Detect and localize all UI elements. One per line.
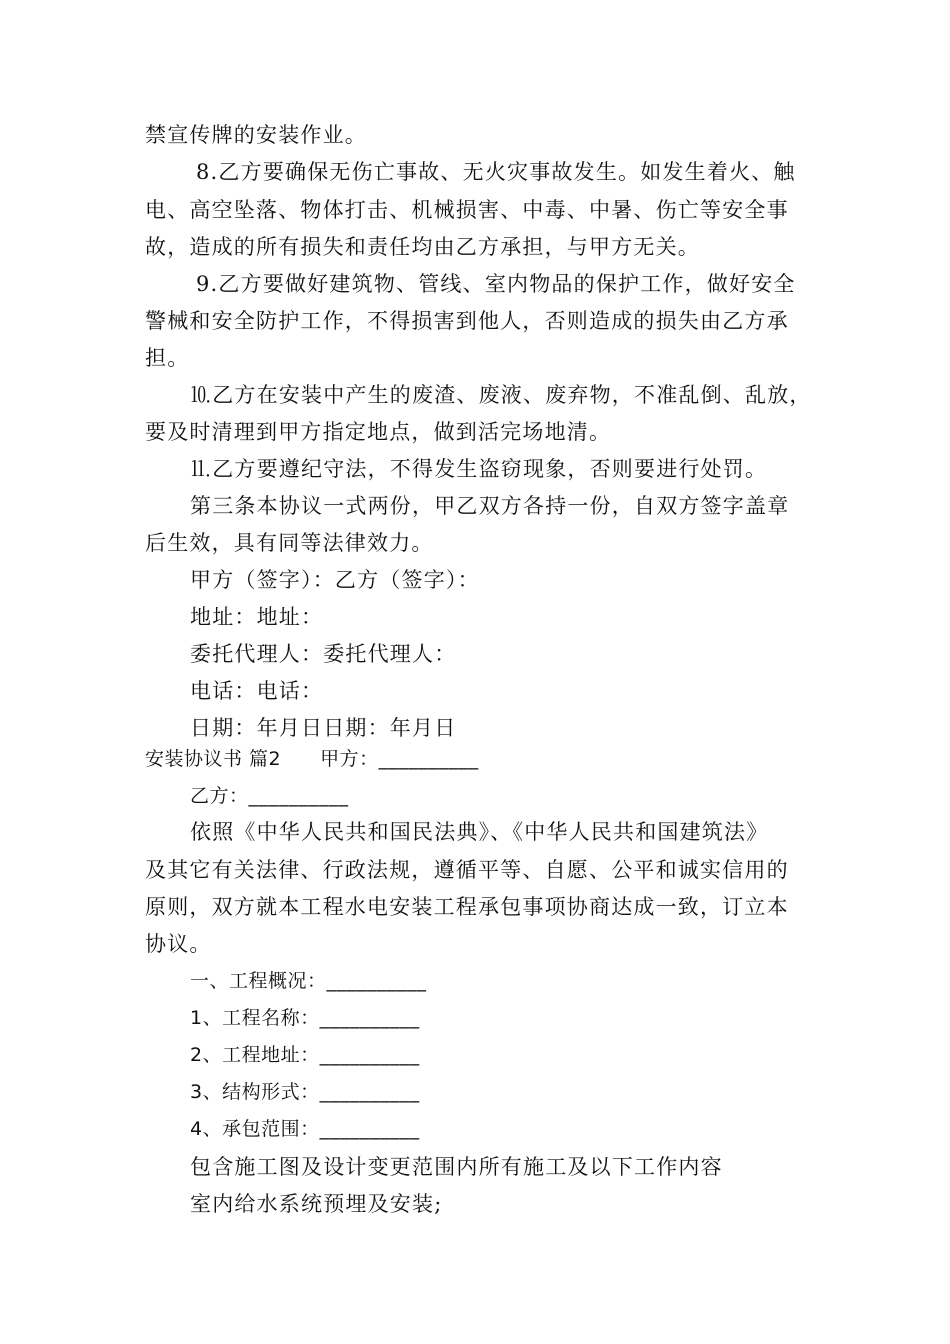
phone-line: 电话：电话： [190, 679, 324, 703]
signature-line: 甲方（签字）：乙方（签字）： [190, 568, 480, 592]
paragraph-line: 要及时清理到甲方指定地点，做到活完场地清。 [145, 420, 612, 444]
clause-8-line: 8.乙方要确保无伤亡事故、无火灾事故发生。如发生着火、触 [196, 160, 796, 184]
clause-10-line: ⒑乙方在安装中产生的废渣、废液、废弃物，不准乱倒、乱放， [190, 383, 812, 407]
paragraph-line: 依照《中华人民共和国民法典》、《中华人民共和国建筑法》 [190, 820, 769, 844]
address-line: 地址：地址： [190, 605, 324, 629]
project-name-line: 1、工程名称：__________ [190, 1007, 420, 1029]
clause-9-line: 9.乙方要做好建筑物、管线、室内物品的保护工作，做好安全 [196, 272, 796, 296]
paragraph-line: 担。 [145, 346, 190, 370]
paragraph-line: 原则，双方就本工程水电安装工程承包事项协商达成一致，订立本 [145, 895, 789, 919]
section-heading: 安装协议书 篇2 甲方：__________ [145, 748, 479, 770]
agent-line: 委托代理人：委托代理人： [190, 642, 457, 666]
article-3-line: 第三条本协议一式两份，甲乙双方各持一份，自双方签字盖章 [190, 494, 790, 518]
contract-scope-line: 4、承包范围：__________ [190, 1118, 420, 1140]
clause-11-line: ⒒乙方要遵纪守法，不得发生盗窃现象，否则要进行处罚。 [190, 457, 768, 481]
paragraph-line: 电、高空坠落、物体打击、机械损害、中毒、中暑、伤亡等安全事 [145, 198, 789, 222]
scope-description-line: 包含施工图及设计变更范围内所有施工及以下工作内容 [190, 1155, 723, 1179]
party-b-line: 乙方：__________ [190, 785, 349, 807]
paragraph-line: 禁宣传牌的安装作业。 [145, 123, 367, 147]
project-address-line: 2、工程地址：__________ [190, 1044, 420, 1066]
paragraph-line: 警械和安全防护工作，不得损害到他人，否则造成的损失由乙方承 [145, 309, 789, 333]
paragraph-line: 协议。 [145, 932, 212, 956]
scope-item-line: 室内给水系统预埋及安装; [190, 1192, 443, 1216]
paragraph-line: 及其它有关法律、行政法规，遵循平等、自愿、公平和诚实信用的 [145, 858, 789, 882]
paragraph-line: 后生效，具有同等法律效力。 [145, 531, 434, 555]
paragraph-line: 故，造成的所有损失和责任均由乙方承担，与甲方无关。 [145, 235, 700, 259]
structure-form-line: 3、结构形式：__________ [190, 1081, 420, 1103]
date-line: 日期：年月日日期：年月日 [190, 716, 457, 740]
project-overview-line: 一、工程概况：__________ [190, 970, 427, 992]
